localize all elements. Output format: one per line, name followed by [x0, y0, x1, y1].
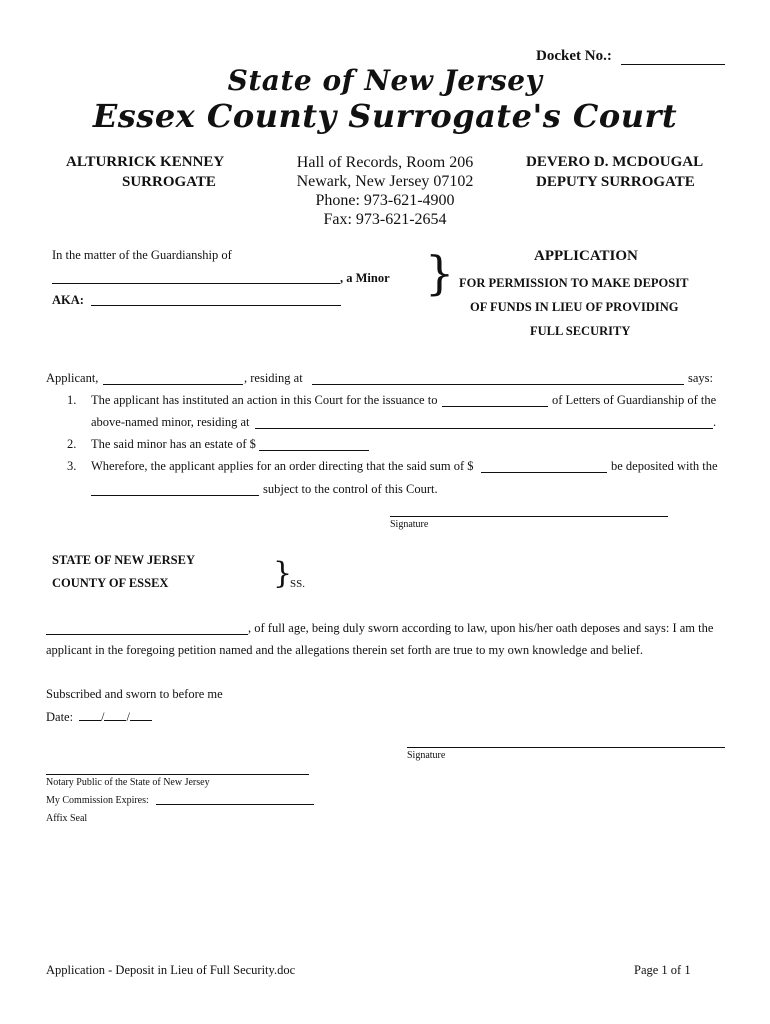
residing-at-label: , residing at [244, 371, 303, 385]
application-subtitle-2: OF FUNDS IN LIEU OF PROVIDING [470, 300, 679, 314]
oath-line-1: , of full age, being duly sworn according to law, upon his/her oath deposes and says: I am the [248, 621, 714, 635]
date-label: Date: [46, 710, 74, 724]
item-3-number: 3. [67, 459, 77, 473]
item-1-period: . [713, 415, 717, 429]
date-field[interactable]: / / [79, 710, 152, 725]
affix-seal-label: Affix Seal [46, 813, 88, 824]
item-1-line-2: above-named minor, residing at [91, 415, 250, 429]
date-year-field[interactable] [130, 719, 152, 721]
item-3-line-2: subject to the control of this Court. [263, 482, 438, 496]
subscribed-text: Subscribed and sworn to before me [46, 687, 223, 701]
date-month-field[interactable] [79, 719, 101, 721]
court-title: Essex County Surrogate's Court [92, 97, 678, 135]
signature-2-label: Signature [407, 750, 446, 761]
commission-expires-field[interactable] [156, 804, 314, 805]
surrogate-title: SURROGATE [122, 174, 216, 190]
deputy-title: DEPUTY SURROGATE [536, 174, 695, 190]
minor-label: , a Minor [340, 271, 390, 285]
applicant-address-field[interactable] [312, 384, 684, 385]
affiant-name-field[interactable] [46, 634, 248, 635]
oath-line-2: applicant in the foregoing petition named and the allegations therein set forth are true to my own knowledge and belief. [46, 643, 644, 657]
signature-2-field[interactable] [407, 747, 725, 748]
depository-field[interactable] [91, 495, 259, 496]
venue-county: COUNTY OF ESSEX [52, 576, 169, 590]
state-title: State of New Jersey [227, 64, 543, 97]
date-day-field[interactable] [104, 719, 126, 721]
commission-label: My Commission Expires: [46, 795, 149, 806]
docket-label: Docket No.: [536, 48, 612, 64]
footer-filename: Application - Deposit in Lieu of Full Security.doc [46, 963, 296, 977]
item-3-text: Wherefore, the applicant applies for an order directing that the said sum of $ [91, 459, 474, 473]
minor-name-field[interactable] [52, 283, 340, 284]
applicant-name-field[interactable] [103, 384, 243, 385]
item-2-text: The said minor has an estate of $ [91, 437, 256, 451]
fax: Fax: 973-621-2654 [323, 211, 447, 228]
item-1-text: The applicant has instituted an action in this Court for the issuance to [91, 393, 438, 407]
surrogate-name: ALTURRICK KENNEY [66, 154, 225, 170]
application-title: APPLICATION [534, 248, 638, 264]
item-1-number: 1. [67, 393, 77, 407]
court-address [250, 153, 520, 229]
signature-1-label: Signature [390, 519, 429, 530]
signature-1-field[interactable] [390, 516, 668, 517]
address-line-1: Hall of Records, Room 206 [296, 154, 474, 171]
notary-signature-field[interactable] [46, 774, 309, 775]
aka-label: AKA: [52, 293, 84, 307]
venue-brace-icon: } [273, 556, 293, 591]
item-1-tail: of Letters of Guardianship of the [552, 393, 717, 407]
item-2-number: 2. [67, 437, 77, 451]
application-subtitle-1: FOR PERMISSION TO MAKE DEPOSIT [459, 276, 689, 290]
minor-address-field[interactable] [255, 428, 713, 429]
notary-label: Notary Public of the State of New Jersey [46, 777, 210, 788]
deposit-amount-field[interactable] [481, 472, 607, 473]
says-label: says: [688, 371, 713, 385]
venue-ss: SS. [290, 578, 305, 590]
venue-state: STATE OF NEW JERSEY [52, 553, 195, 567]
item-3-tail: be deposited with the [611, 459, 718, 473]
applicant-label: Applicant, [46, 371, 99, 385]
phone: Phone: 973-621-4900 [315, 192, 455, 209]
right-brace-icon: } [425, 246, 455, 300]
footer-page-number: Page 1 of 1 [634, 963, 691, 977]
estate-amount-field[interactable] [259, 450, 369, 451]
matter-intro: In the matter of the Guardianship of [52, 248, 232, 262]
guardian-name-field[interactable] [442, 406, 548, 407]
deputy-name: DEVERO D. MCDOUGAL [526, 154, 704, 170]
aka-field[interactable] [91, 305, 341, 306]
address-line-2: Newark, New Jersey 07102 [296, 173, 474, 190]
application-subtitle-3: FULL SECURITY [530, 324, 631, 338]
